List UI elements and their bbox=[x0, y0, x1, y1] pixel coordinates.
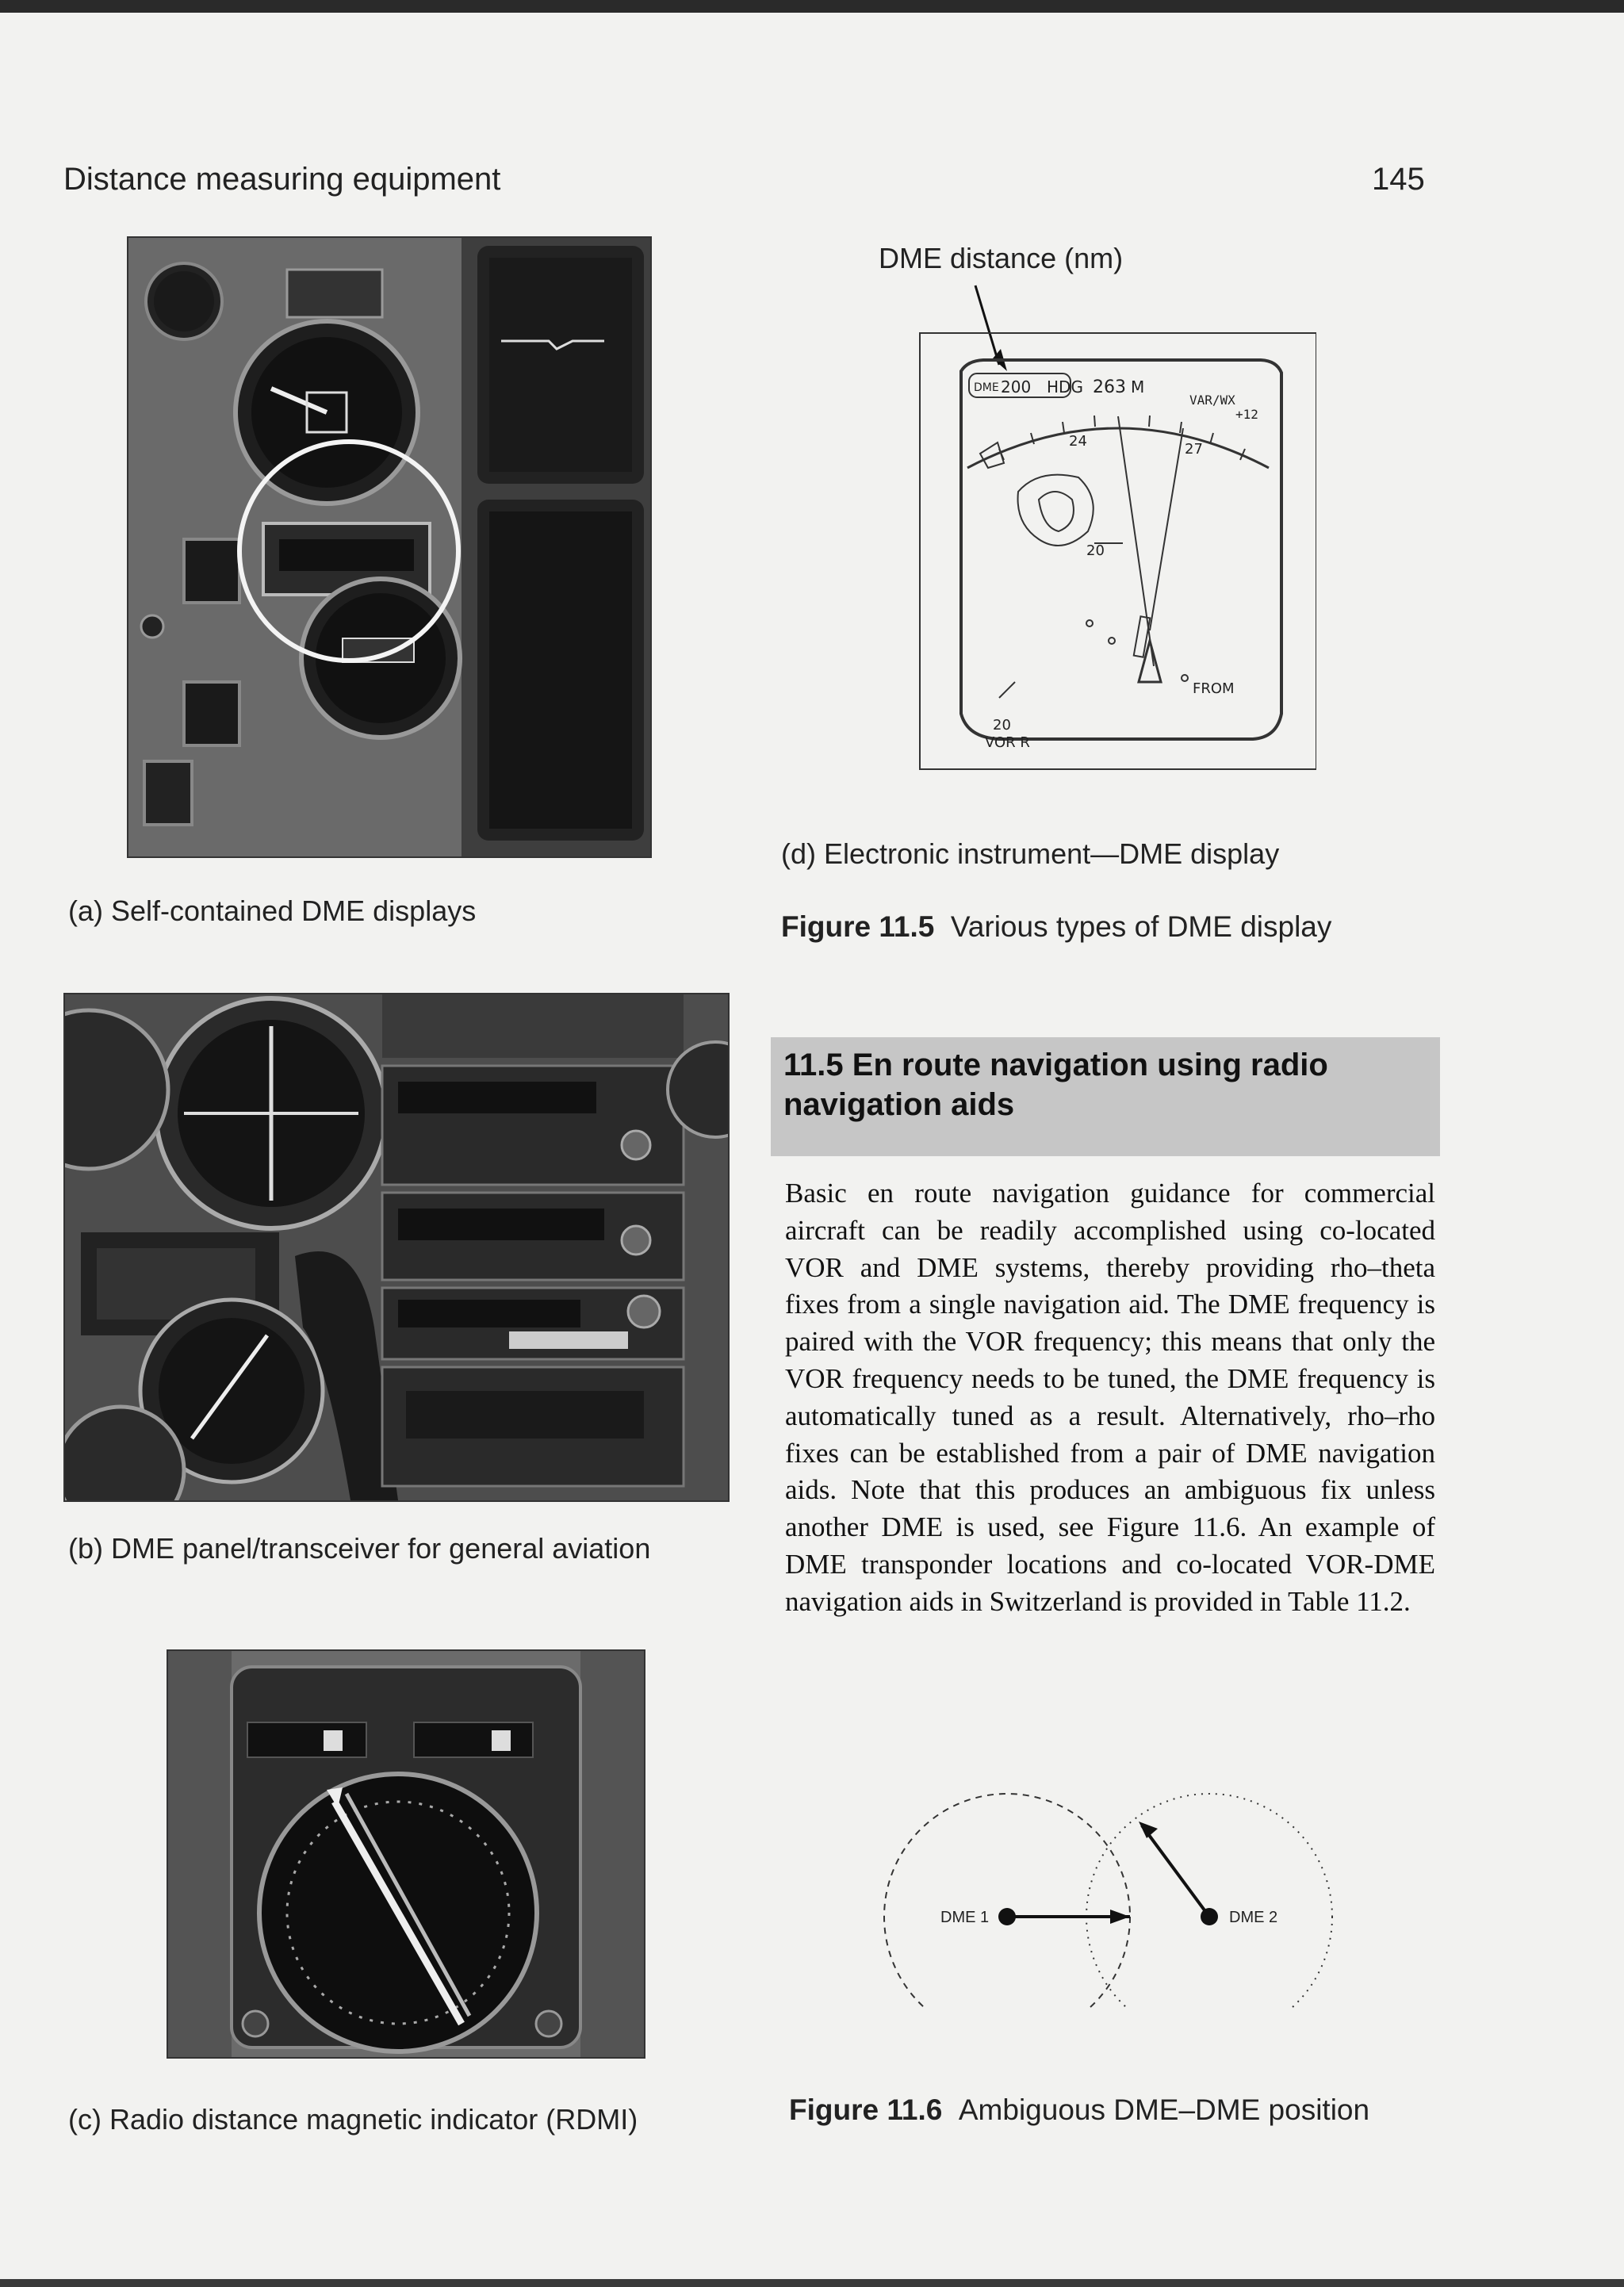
dev-dot-1 bbox=[1086, 620, 1093, 626]
dev-dot-3 bbox=[1182, 675, 1188, 681]
hdg-suffix: M bbox=[1131, 377, 1145, 396]
dme2-arrowhead bbox=[1139, 1822, 1158, 1838]
scale-24: 24 bbox=[1069, 433, 1087, 450]
weather-contour-outer bbox=[1018, 475, 1094, 546]
vor-label: VOR R bbox=[985, 734, 1030, 751]
dev-dot-2 bbox=[1109, 638, 1115, 644]
caption-panel-b: (b) DME panel/transceiver for general aviation bbox=[68, 1532, 651, 1565]
dme1-label: DME 1 bbox=[940, 1909, 990, 1926]
running-head: Distance measuring equipment bbox=[63, 162, 501, 197]
ehsi-dme-display-diagram bbox=[888, 270, 1316, 777]
photo-rdmi bbox=[167, 1649, 645, 2059]
callout-line bbox=[975, 285, 999, 365]
rdmi-instrument-image bbox=[168, 1651, 644, 2057]
figure-11-5-title: Various types of DME display bbox=[950, 910, 1332, 943]
vor-range: 20 bbox=[993, 717, 1011, 734]
cockpit-panel-image bbox=[128, 238, 650, 856]
photo-self-contained-dme bbox=[127, 236, 652, 858]
vor-pointer-arrow bbox=[999, 682, 1015, 698]
avionics-stack-image bbox=[65, 994, 728, 1500]
photo-dme-panel-general-aviation bbox=[63, 993, 730, 1502]
var-wx-label: VAR/WX bbox=[1189, 393, 1235, 408]
range-20: 20 bbox=[1086, 542, 1105, 559]
section-heading: 11.5 En route navigation using radio navigation aids bbox=[783, 1048, 1328, 1122]
page-number: 145 bbox=[1372, 162, 1425, 197]
bearing-line bbox=[1150, 428, 1183, 630]
to-from-label: FROM bbox=[1193, 680, 1235, 697]
figure-11-5-caption bbox=[781, 910, 1331, 944]
section-body-paragraph: Basic en route navigation guidance for commercial aircraft can be readily accomplished using co-located VOR and DME systems, thereby providing rho–theta fixes from a single navigation aid. The DME frequency is paired with the VOR frequency; this means that only the VOR frequency needs to be tuned, the DME frequency is automatically tuned as a result. Alternatively, rho–rho fixes can be established from a pair of DME navigation aids. Note that this produces an ambiguous fix unless another DME is used, see Figure 11.6. An example of DME transponder locations and co-located VOR-DME navigation aids in Switzerland is provided in Table 11.2. bbox=[785, 1178, 1435, 1617]
dme2-range-circle bbox=[1086, 1794, 1332, 2008]
figure-11-6-title: Ambiguous DME–DME position bbox=[958, 2094, 1370, 2126]
aircraft-symbol bbox=[1139, 641, 1161, 682]
top-border bbox=[0, 0, 1624, 13]
hdg-readout: 263 bbox=[1093, 377, 1126, 397]
dme1-station-marker bbox=[998, 1908, 1016, 1925]
dme-readout: 200 bbox=[1001, 377, 1032, 396]
weather-contour-inner bbox=[1039, 492, 1074, 531]
compass-ticks bbox=[999, 416, 1245, 460]
figure-11-6-caption bbox=[789, 2094, 1369, 2127]
dme2-station-marker bbox=[1201, 1908, 1218, 1925]
figure-11-5-label: Figure 11.5 bbox=[781, 910, 935, 943]
var-wx-value: +12 bbox=[1235, 407, 1258, 422]
compass-arc bbox=[967, 428, 1269, 468]
dme-label: DME bbox=[974, 381, 999, 394]
figure-11-6-label: Figure 11.6 bbox=[789, 2094, 943, 2126]
display-frame bbox=[920, 333, 1316, 769]
ambiguous-dme-diagram bbox=[872, 1778, 1427, 2008]
dme1-range-circle bbox=[884, 1794, 1130, 2008]
caption-panel-a: (a) Self-contained DME displays bbox=[68, 894, 477, 927]
caption-panel-c: (c) Radio distance magnetic indicator (RDMI) bbox=[68, 2103, 638, 2136]
dme2-range-arrow bbox=[1142, 1825, 1209, 1917]
caption-panel-d: (d) Electronic instrument—DME display bbox=[781, 837, 1280, 870]
hdg-label: HDG bbox=[1047, 377, 1083, 396]
dme2-label: DME 2 bbox=[1229, 1909, 1278, 1926]
callout-dme-distance: DME distance (nm) bbox=[879, 242, 1124, 274]
dme1-arrowhead bbox=[1110, 1910, 1130, 1924]
bottom-border bbox=[0, 2279, 1624, 2287]
scale-27: 27 bbox=[1185, 441, 1203, 458]
